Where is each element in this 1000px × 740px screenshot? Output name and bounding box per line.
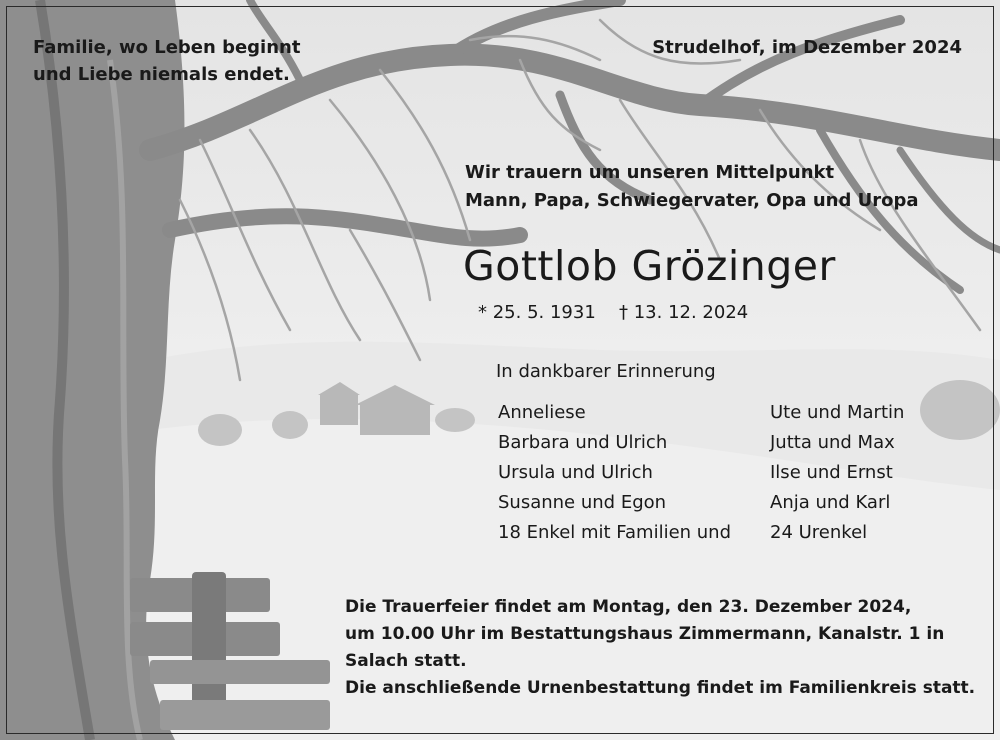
motto-line: und Liebe niemals endet. — [33, 64, 290, 85]
death-date: † 13. 12. 2024 — [619, 302, 749, 323]
deceased-name: Gottlob Grözinger — [463, 242, 836, 290]
service-info — [345, 594, 975, 702]
memory-line: In dankbarer Erinnerung — [496, 361, 716, 382]
birth-date: * 25. 5. 1931 — [478, 302, 596, 323]
mourner-name: Ilse und Ernst — [770, 462, 893, 483]
mourner-name: Ute und Martin — [770, 402, 905, 423]
mourners-left-column — [498, 398, 731, 548]
service-line: Die anschließende Urnenbestattung findet im Familienkreis statt. — [345, 678, 976, 698]
mourner-name: Barbara und Ulrich — [498, 432, 668, 453]
mourner-name: Susanne und Egon — [498, 492, 667, 513]
service-line: um 10.00 Uhr im Bestattungshaus Zimmermann, Kanalstr. 1 in — [345, 624, 945, 644]
mourner-name: 18 Enkel mit Familien und — [498, 522, 732, 543]
mourner-name: Jutta und Max — [770, 432, 895, 453]
intro-line: Wir trauern um unseren Mittelpunkt — [465, 162, 835, 183]
mourner-name: Ursula und Ulrich — [498, 462, 653, 483]
intro-line: Mann, Papa, Schwiegervater, Opa und Uropa — [465, 190, 919, 211]
mourner-name: Anneliese — [498, 402, 586, 423]
intro-text — [465, 159, 919, 215]
mourner-name: 24 Urenkel — [770, 522, 868, 543]
mourners-right-column — [770, 398, 904, 548]
motto — [33, 34, 300, 88]
service-line: Die Trauerfeier findet am Montag, den 23. Dezember 2024, — [345, 597, 912, 617]
place-date: Strudelhof, im Dezember 2024 — [652, 37, 962, 58]
mourner-name: Anja und Karl — [770, 492, 891, 513]
service-line: Salach statt. — [345, 651, 467, 671]
motto-line: Familie, wo Leben beginnt — [33, 37, 301, 58]
